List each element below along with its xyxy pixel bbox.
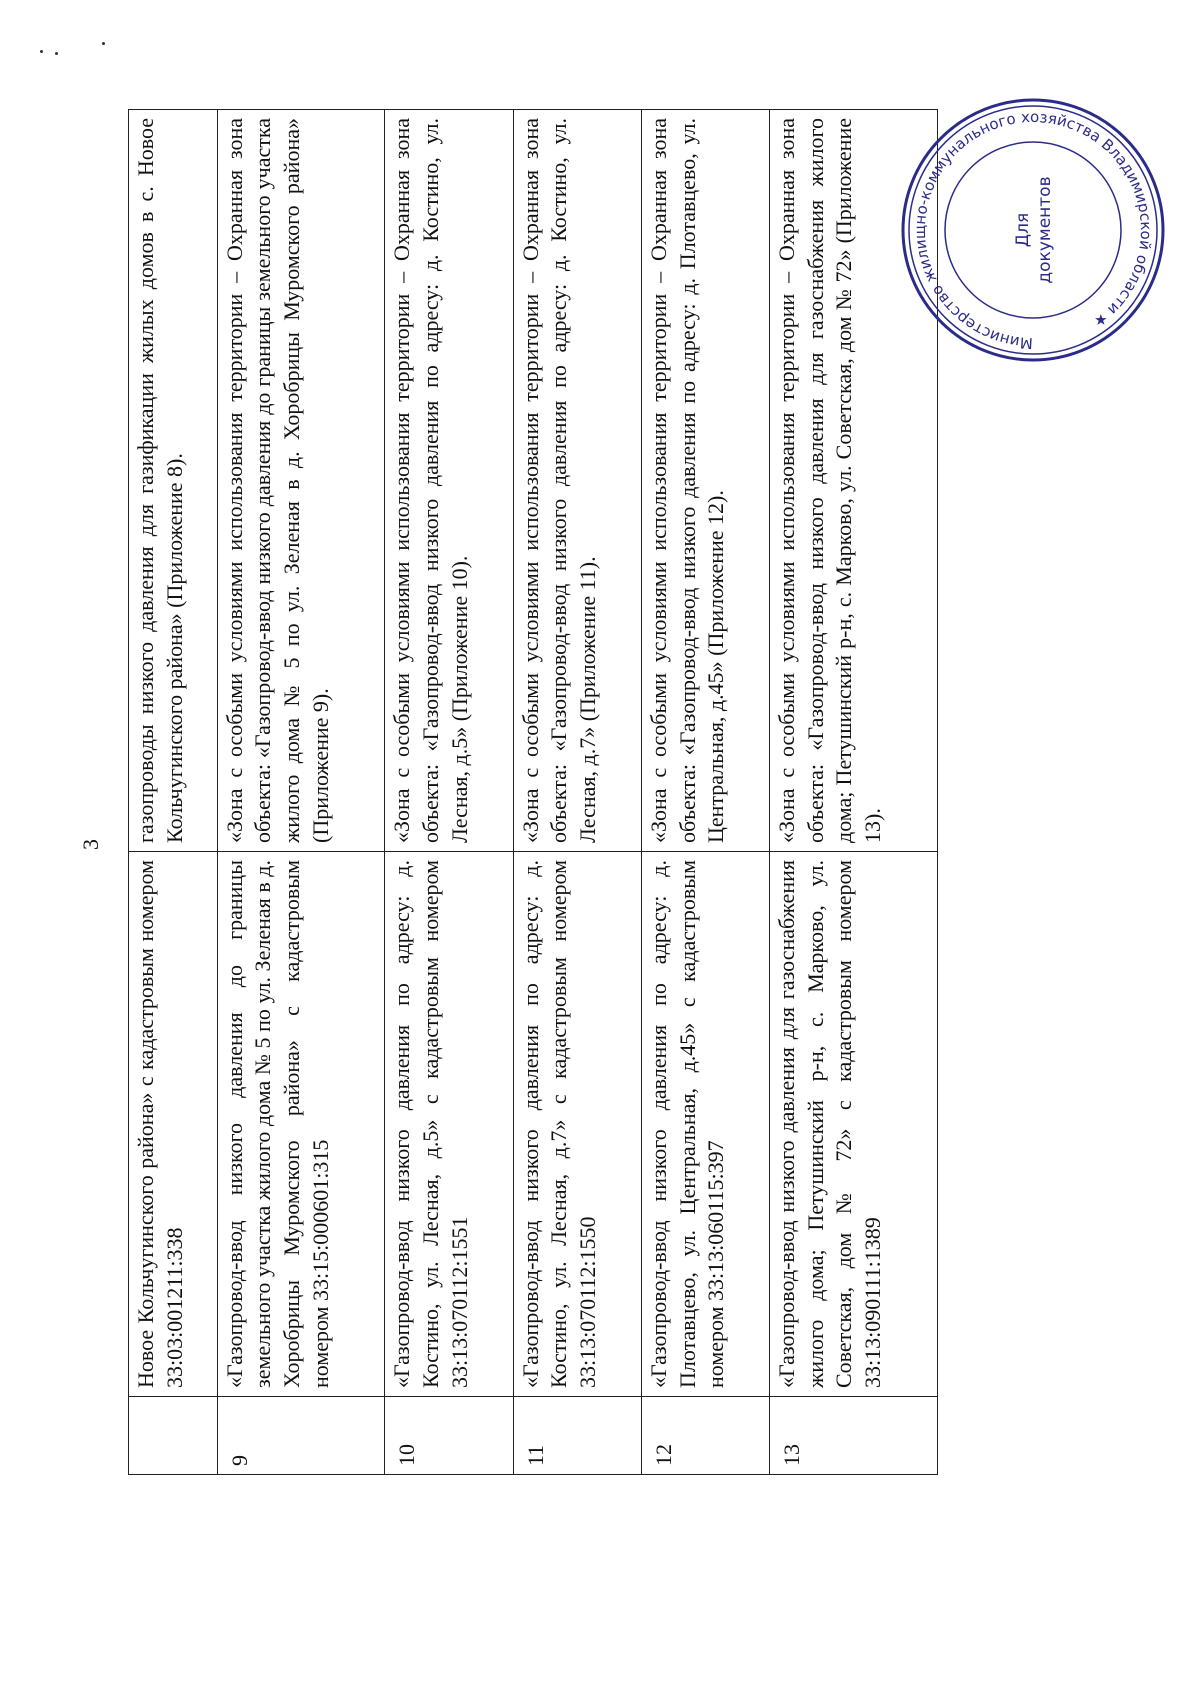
row-number: 13 bbox=[770, 1397, 938, 1475]
table-row bbox=[513, 110, 641, 1475]
object-description: «Газопровод-ввод низкого давления по адресу: д. Костино, ул. Лесная, д.7» с кадастровым номером 33:13:070112:1550 bbox=[513, 852, 641, 1397]
object-description: Новое Кольчугинского района» с кадастровым номером 33:03:001211:338 bbox=[129, 852, 218, 1397]
row-number: 12 bbox=[641, 1397, 769, 1475]
stamp-center-line2: документов bbox=[1035, 176, 1055, 284]
table-row bbox=[641, 110, 769, 1475]
row-number: 11 bbox=[513, 1397, 641, 1475]
object-description: «Газопровод-ввод низкого давления по адресу: д. Костино, ул. Лесная, д.5» с кадастровым номером 33:13:070112:1551 bbox=[385, 852, 513, 1397]
zone-description: «Зона с особыми условиями использования территории – Охранная зона объекта: «Газопровод-ввод низкого давления по адресу: д. Плотавцево, ул. Центральная, д.45» (Приложение 12). bbox=[641, 110, 769, 852]
stamp-center-line1: Для bbox=[1013, 212, 1033, 248]
stamp-seal-icon bbox=[898, 95, 1168, 365]
row-number: 9 bbox=[217, 1397, 385, 1475]
object-description: «Газопровод-ввод низкого давления до границы земельного участка жилого дома № 5 по ул. Зеленая в д. Хоробрицы Муромского района» с кадастровым номером 33:15:000601:315 bbox=[217, 852, 385, 1397]
object-description: «Газопровод-ввод низкого давления для газоснабжения жилого дома; Петушинский р-н, с. Марково, ул. Советская, дом № 72» с кадастровым номером 33:13:090111:1389 bbox=[770, 852, 938, 1397]
zone-description: «Зона с особыми условиями использования территории – Охранная зона объекта: «Газопровод-ввод низкого давления для газоснабжения жилого дома; Петушинский р-н, с. Марково, ул. Советская, дом № 72» (Приложение 13). bbox=[770, 110, 938, 852]
table-row bbox=[129, 110, 218, 1475]
page-number: 3 bbox=[78, 839, 103, 850]
scan-speck bbox=[55, 52, 58, 55]
table-row bbox=[385, 110, 513, 1475]
scan-speck bbox=[102, 42, 105, 45]
table-row bbox=[217, 110, 385, 1475]
zone-description: газопроводы низкого давления для газификации жилых домов в с. Новое Кольчугинского района» (Приложение 8). bbox=[129, 110, 218, 852]
row-number: 10 bbox=[385, 1397, 513, 1475]
object-description: «Газопровод-ввод низкого давления по адресу: д. Плотавцево, ул. Центральная, д.45» с кадастровым номером 33:13:060115:397 bbox=[641, 852, 769, 1397]
stamp-ring-text: Министерство жилищно-коммунального хозяйства Владимирской области ★ bbox=[910, 107, 1156, 353]
rotated-page-content bbox=[128, 110, 938, 1475]
official-stamp bbox=[898, 95, 1168, 365]
row-number bbox=[129, 1397, 218, 1475]
zones-table bbox=[128, 109, 938, 1475]
zone-description: «Зона с особыми условиями использования территории – Охранная зона объекта: «Газопровод-ввод низкого давления по адресу: д. Костино, ул. Лесная, д.5» (Приложение 10). bbox=[385, 110, 513, 852]
zone-description: «Зона с особыми условиями использования территории – Охранная зона объекта: «Газопровод-ввод низкого давления до границы земельного участка жилого дома № 5 по ул. Зеленая в д. Хоробрицы Муромского района» (Приложение 9). bbox=[217, 110, 385, 852]
zone-description: «Зона с особыми условиями использования территории – Охранная зона объекта: «Газопровод-ввод низкого давления по адресу: д. Костино, ул. Лесная, д.7» (Приложение 11). bbox=[513, 110, 641, 852]
scan-speck bbox=[40, 50, 43, 53]
